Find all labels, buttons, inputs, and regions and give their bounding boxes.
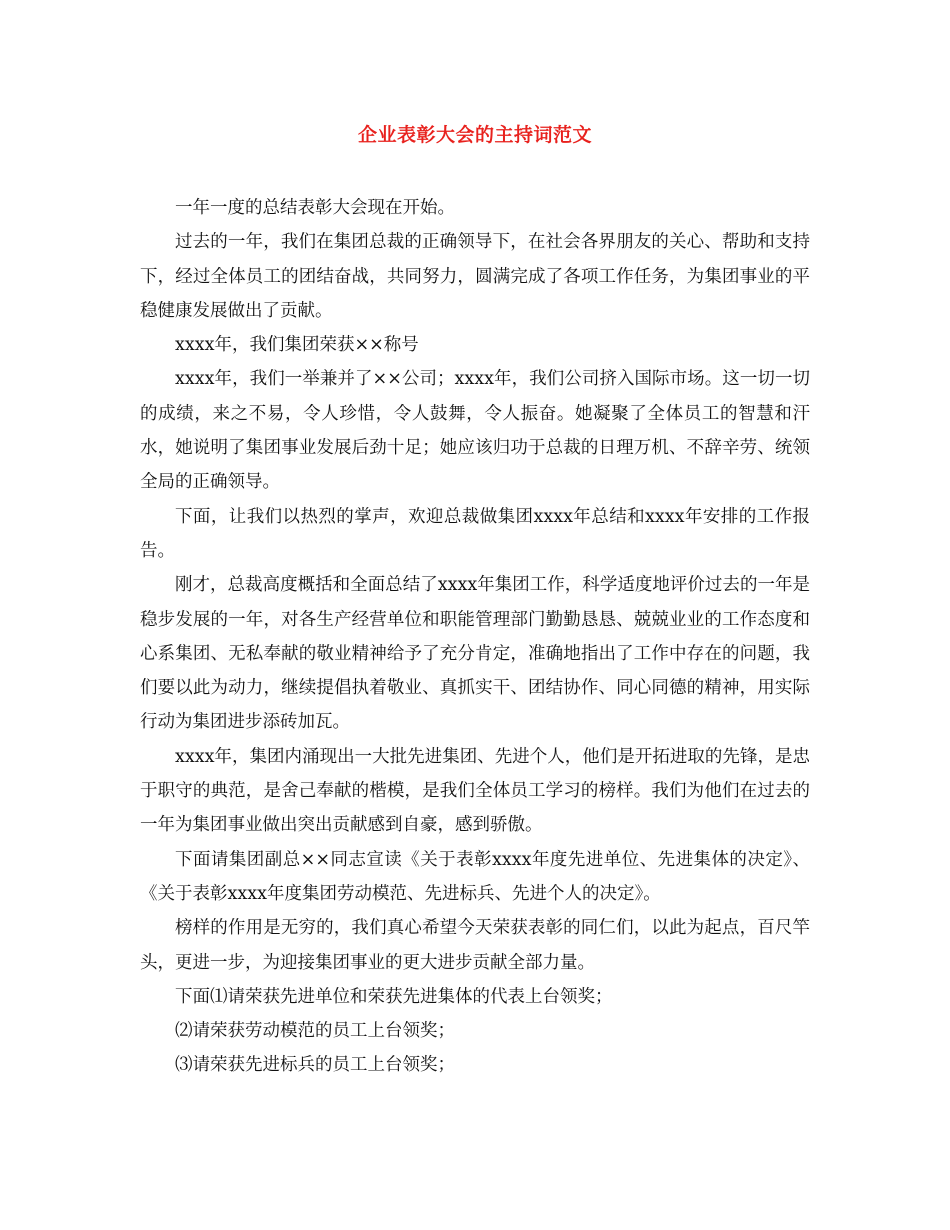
paragraph: xxxx年，我们一举兼并了××公司；xxxx年，我们公司挤入国际市场。这一切一切的成绩，来之不易，令人珍惜，令人鼓舞，令人振奋。她凝聚了全体员工的智慧和汗水，她说明了集团事业发展后劲十足；她应该归功于总裁的日理万机、不辞辛劳、统领全局的正确领导。 bbox=[140, 369, 810, 493]
paragraph: xxxx年，我们集团荣获××称号 bbox=[175, 335, 419, 356]
paragraph: ⑵请荣获劳动模范的员工上台领奖； bbox=[175, 1021, 455, 1042]
document-body bbox=[140, 191, 810, 1083]
paragraph: 下面⑴请荣获先进单位和荣获先进集体的代表上台领奖； bbox=[175, 986, 613, 1007]
paragraph: 过去的一年，我们在集团总裁的正确领导下，在社会各界朋友的关心、帮助和支持下，经过全体员工的团结奋战，共同努力，圆满完成了各项工作任务，为集团事业的平稳健康发展做出了贡献。 bbox=[140, 232, 810, 321]
paragraph: 刚才，总裁高度概括和全面总结了xxxx年集团工作，科学适度地评价过去的一年是稳步发展的一年，对各生产经营单位和职能管理部门勤勤恳恳、兢兢业业的工作态度和心系集团、无私奉献的敬业精神给予了充分肯定，准确地指出了工作中存在的问题，我们要以此为动力，继续提倡执着敬业、真抓实干、团结协作、同心同德的精神，用实际行动为集团进步添砖加瓦。 bbox=[140, 575, 810, 733]
paragraph: ⑶请荣获先进标兵的员工上台领奖； bbox=[175, 1055, 455, 1076]
paragraph: 下面，让我们以热烈的掌声，欢迎总裁做集团xxxx年总结和xxxx年安排的工作报告。 bbox=[140, 506, 810, 561]
paragraph: 一年一度的总结表彰大会现在开始。 bbox=[175, 198, 455, 218]
paragraph: 下面请集团副总××同志宣读《关于表彰xxxx年度先进单位、先进集体的决定》、《关于表彰xxxx年度集团劳动模范、先进标兵、先进个人的决定》。 bbox=[140, 849, 810, 904]
paragraph: 榜样的作用是无穷的，我们真心希望今天荣获表彰的同仁们，以此为起点，百尺竿头，更进一步，为迎接集团事业的更大进步贡献全部力量。 bbox=[140, 918, 810, 973]
document-title: 企业表彰大会的主持词范文 bbox=[357, 124, 592, 146]
paragraph: xxxx年，集团内涌现出一大批先进集团、先进个人，他们是开拓进取的先锋，是忠于职守的典范，是舍己奉献的楷模，是我们全体员工学习的榜样。我们为他们在过去的一年为集团事业做出突出贡献感到自豪，感到骄傲。 bbox=[140, 746, 810, 836]
